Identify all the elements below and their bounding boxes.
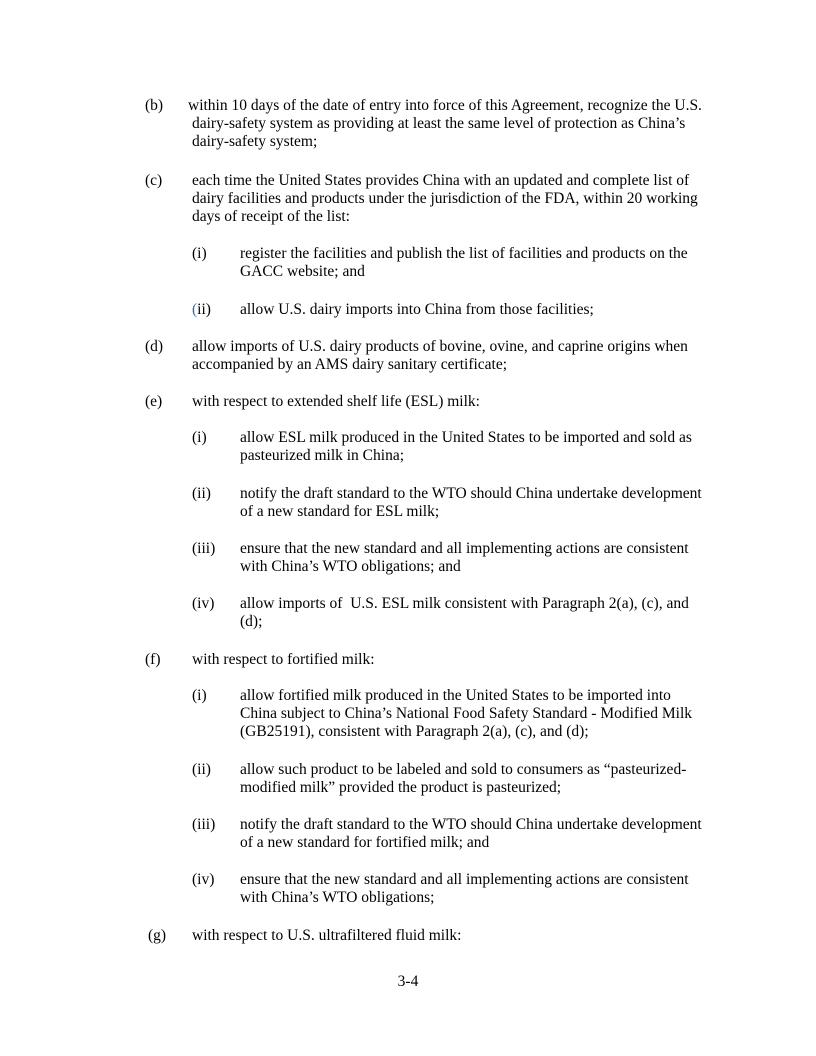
item-f-iii-text bbox=[240, 816, 730, 852]
item-b-line-3: dairy-safety system; bbox=[192, 133, 318, 150]
item-f-line-1: with respect to fortified milk: bbox=[192, 651, 375, 668]
item-f-iii-line-1: notify the draft standard to the WTO should China undertake development bbox=[240, 816, 702, 833]
item-e-iii-text bbox=[240, 540, 730, 576]
item-c-i-text bbox=[240, 245, 730, 281]
item-c-label: (c) bbox=[145, 172, 163, 189]
item-f-label: (f) bbox=[145, 651, 161, 668]
item-e-i-text bbox=[240, 429, 730, 465]
item-c-ii-text bbox=[240, 301, 730, 319]
item-b-label: (b) bbox=[145, 97, 164, 114]
item-e-ii-line-1: notify the draft standard to the WTO should China undertake development bbox=[240, 485, 702, 502]
item-e-iv-label: (iv) bbox=[192, 595, 215, 612]
page-number: 3-4 bbox=[397, 973, 419, 990]
item-f-iv-line-2: with China’s WTO obligations; bbox=[240, 889, 435, 906]
item-g-text bbox=[192, 927, 732, 945]
item-e-i-label: (i) bbox=[192, 429, 207, 446]
item-e-line-1: with respect to extended shelf life (ESL) milk: bbox=[192, 393, 480, 410]
item-f-ii-line-2: modified milk” provided the product is pasteurized; bbox=[240, 779, 562, 796]
item-f-i-text bbox=[240, 687, 730, 741]
item-e-iii-line-2: with China’s WTO obligations; and bbox=[240, 558, 461, 575]
item-b-line-2: dairy-safety system as providing at least the same level of protection as China’s bbox=[192, 115, 686, 132]
item-b-text bbox=[188, 97, 728, 151]
item-d-line-1: allow imports of U.S. dairy products of bovine, ovine, and caprine origins when bbox=[192, 338, 688, 355]
item-c-i-label: (i) bbox=[192, 245, 207, 262]
item-c-ii-label bbox=[192, 301, 211, 319]
item-d-text bbox=[192, 338, 732, 374]
item-d-label: (d) bbox=[145, 338, 164, 355]
item-f-iv-label: (iv) bbox=[192, 871, 215, 888]
item-c-i-line-2: GACC website; and bbox=[240, 263, 365, 280]
item-c-ii-label-rest: ii) bbox=[197, 301, 211, 318]
item-f-i-label: (i) bbox=[192, 687, 207, 704]
item-e-iv-line-1: allow imports of U.S. ESL milk consistent with Paragraph 2(a), (c), and bbox=[240, 595, 689, 612]
item-f-iii-label: (iii) bbox=[192, 816, 216, 833]
item-e-iv-line-2: (d); bbox=[240, 613, 263, 630]
item-b-line-1: within 10 days of the date of entry into force of this Agreement, recognize the U.S. bbox=[188, 97, 702, 114]
item-e-label: (e) bbox=[145, 393, 163, 410]
item-c-line-1: each time the United States provides China with an updated and complete list of bbox=[192, 172, 690, 189]
item-g-line-1: with respect to U.S. ultrafiltered fluid milk: bbox=[192, 927, 462, 944]
item-c-text bbox=[192, 172, 732, 226]
item-f-iv-line-1: ensure that the new standard and all implementing actions are consistent bbox=[240, 871, 689, 888]
item-e-ii-label: (ii) bbox=[192, 485, 211, 502]
item-f-i-line-3: (GB25191), consistent with Paragraph 2(a), (c), and (d); bbox=[240, 723, 589, 740]
item-f-ii-text bbox=[240, 761, 730, 797]
item-c-i-line-1: register the facilities and publish the list of facilities and products on the bbox=[240, 245, 688, 262]
item-e-i-line-2: pasteurized milk in China; bbox=[240, 447, 405, 464]
item-c-line-3: days of receipt of the list: bbox=[192, 208, 350, 225]
item-e-iv-text bbox=[240, 595, 730, 631]
item-e-iii-label: (iii) bbox=[192, 540, 216, 557]
item-f-iii-line-2: of a new standard for fortified milk; and bbox=[240, 834, 490, 851]
item-f-text bbox=[192, 651, 732, 669]
item-g-label: (g) bbox=[148, 927, 167, 944]
item-f-iv-text bbox=[240, 871, 730, 907]
item-c-ii-line-1: allow U.S. dairy imports into China from those facilities; bbox=[240, 301, 594, 318]
item-e-iii-line-1: ensure that the new standard and all implementing actions are consistent bbox=[240, 540, 689, 557]
item-e-ii-line-2: of a new standard for ESL milk; bbox=[240, 503, 440, 520]
item-c-ii-label-open: ( bbox=[192, 301, 198, 318]
item-f-i-line-1: allow fortified milk produced in the United States to be imported into bbox=[240, 687, 671, 704]
item-f-ii-line-1: allow such product to be labeled and sold to consumers as “pasteurized- bbox=[240, 761, 687, 778]
item-c-line-2: dairy facilities and products under the jurisdiction of the FDA, within 20 working bbox=[192, 190, 698, 207]
item-e-i-line-1: allow ESL milk produced in the United States to be imported and sold as bbox=[240, 429, 692, 446]
item-d-line-2: accompanied by an AMS dairy sanitary certificate; bbox=[192, 356, 508, 373]
item-e-ii-text bbox=[240, 485, 730, 521]
item-e-text bbox=[192, 393, 732, 411]
item-f-i-line-2: China subject to China’s National Food Safety Standard - Modified Milk bbox=[240, 705, 693, 722]
item-f-ii-label: (ii) bbox=[192, 761, 211, 778]
